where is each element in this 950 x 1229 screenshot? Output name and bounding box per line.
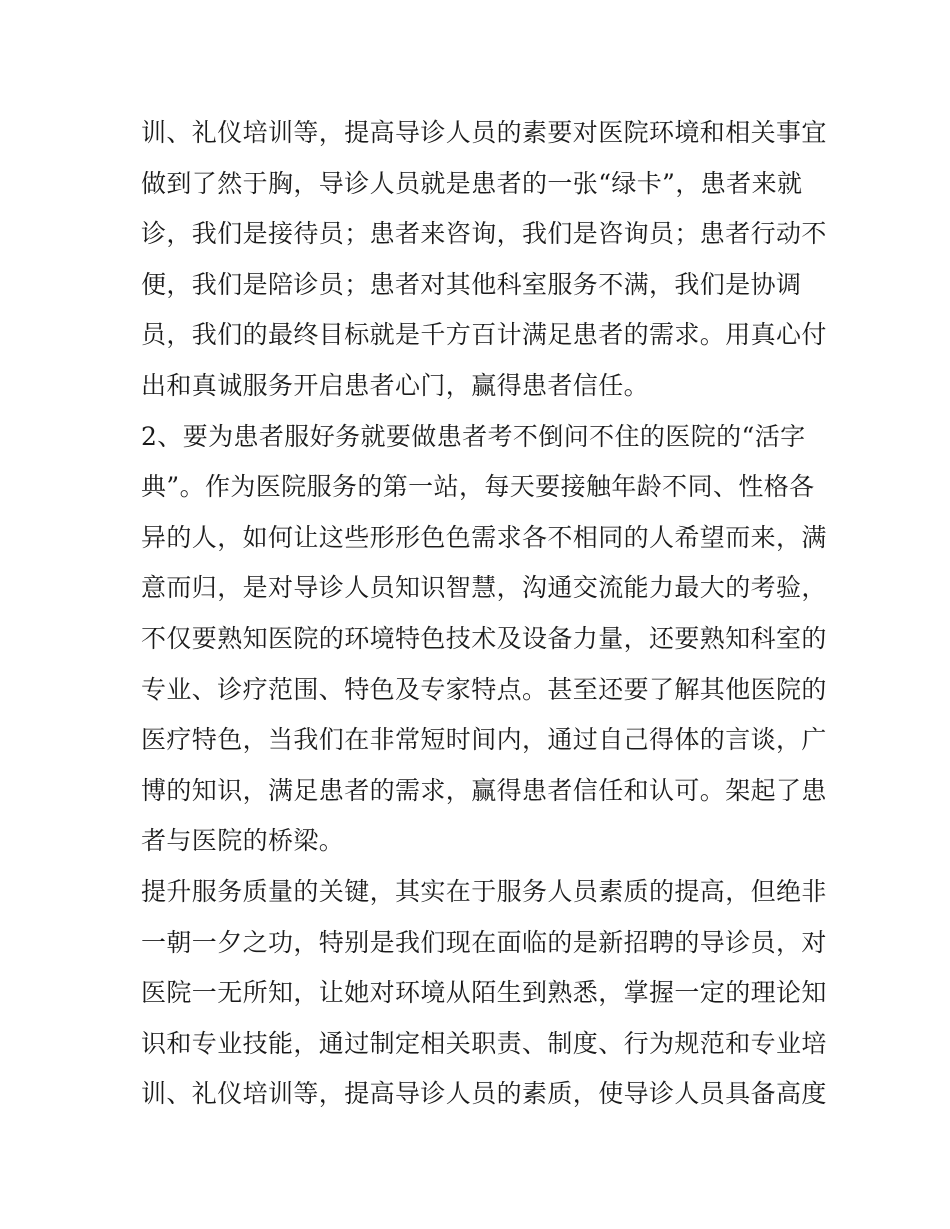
text-line: 训、礼仪培训等，提高导诊人员的素要对医院环境和相关事宜 <box>141 118 827 147</box>
text-line: 训、礼仪培训等，提高导诊人员的素质，使导诊人员具备高度 <box>141 1079 827 1109</box>
body-text <box>141 108 827 1120</box>
text-line: 一朝一夕之功，特别是我们现在面临的是新招聘的导诊员，对 <box>141 927 827 957</box>
text-line: 做到了然于胸，导诊人员就是患者的一张“绿卡”，患者来就 <box>141 168 803 198</box>
text-line: 识和专业技能，通过制定相关职责、制度、行为规范和专业培 <box>141 1028 827 1058</box>
text-line: 意而归，是对导诊人员知识智慧，沟通交流能力最大的考验， <box>141 573 827 603</box>
text-line: 诊，我们是接待员；患者来咨询，我们是咨询员；患者行动不 <box>141 219 827 249</box>
text-line: 不仅要熟知医院的环境特色技术及设备力量，还要熟知科室的 <box>141 623 827 653</box>
text-line: 出和真诚服务开启患者心门，赢得患者信任。 <box>141 370 650 400</box>
text-line: 提升服务质量的关键，其实在于服务人员素质的提高，但绝非 <box>141 876 827 906</box>
text-line: 2、要为患者服好务就要做患者考不倒问不住的医院的“活字 <box>141 421 806 451</box>
text-line: 医疗特色，当我们在非常短时间内，通过自己得体的言谈，广 <box>141 725 827 755</box>
text-line: 异的人，如何让这些形形色色需求各不相同的人希望而来，满 <box>141 522 827 552</box>
text-line: 员，我们的最终目标就是千方百计满足患者的需求。用真心付 <box>141 320 827 350</box>
text-line: 典”。作为医院服务的第一站，每天要接触年龄不同、性格各 <box>141 472 815 502</box>
text-line: 者与医院的桥梁。 <box>141 826 345 856</box>
text-line: 博的知识，满足患者的需求，赢得患者信任和认可。架起了患 <box>141 775 827 805</box>
text-line: 便，我们是陪诊员；患者对其他科室服务不满，我们是协调 <box>141 269 802 299</box>
text-line: 专业、诊疗范围、特色及专家特点。甚至还要了解其他医院的 <box>141 674 827 704</box>
text-line: 医院一无所知，让她对环境从陌生到熟悉，掌握一定的理论知 <box>141 978 827 1008</box>
